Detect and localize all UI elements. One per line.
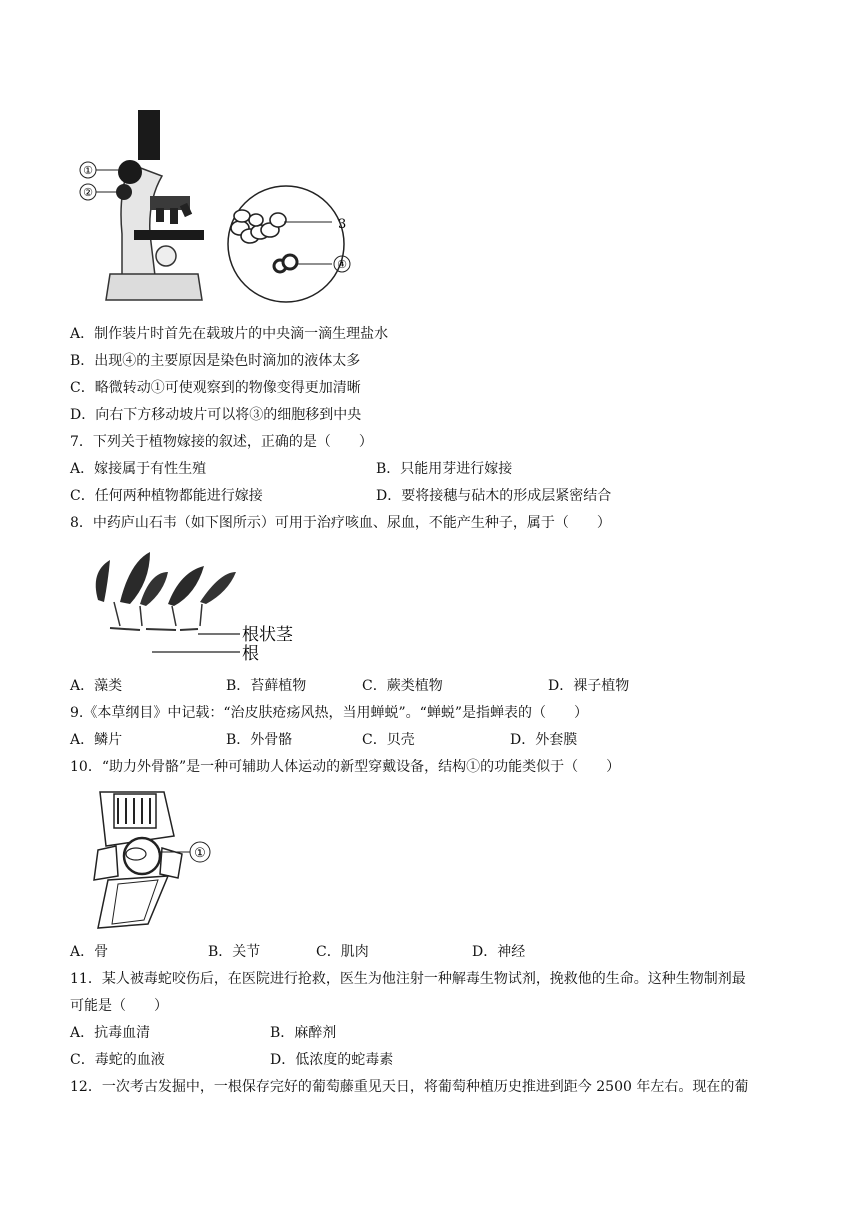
label-root: 根 [242,644,259,664]
label-4: ④ [337,258,347,271]
q9-option-a: A．鳞片 [70,732,123,748]
microscope-figure [70,104,370,304]
exoskeleton-figure [78,784,228,934]
fern-figure [80,542,340,666]
q11-option-a: A．抗毒血清 [70,1025,151,1041]
q6-option-d: D．向右下方移动坡片可以将③的细胞移到中央 [70,407,362,423]
q7-option-d: D．要将接穗与砧木的形成层紧密结合 [376,488,612,504]
q10-stem: 10．“助力外骨骼”是一种可辅助人体运动的新型穿戴设备，结构①的功能类似于（ ） [70,759,621,775]
q7-option-c: C．任何两种植物都能进行嫁接 [70,488,263,504]
label-2: ② [83,186,93,199]
label-3: 3 [338,217,347,232]
q8-option-b: B．苔藓植物 [226,678,307,694]
q6-option-a: A．制作装片时首先在载玻片的中央滴一滴生理盐水 [70,326,389,342]
label-rhizome: 根状茎 [242,625,293,645]
q10-option-a: A．骨 [70,944,109,960]
label-structure-1: ① [194,846,206,861]
q11-option-c: C．毒蛇的血液 [70,1052,165,1068]
q8-option-c: C．蕨类植物 [362,678,443,694]
q11-stem-line2: 可能是（ ） [70,998,168,1014]
q8-option-d: D．裸子植物 [548,678,630,694]
q8-stem: 8．中药庐山石韦（如下图所示）可用于治疗咳血、尿血，不能产生种子，属于（ ） [70,515,611,531]
q9-option-c: C．贝壳 [362,732,415,748]
q11-option-b: B．麻醉剂 [270,1025,337,1041]
q9-option-b: B．外骨骼 [226,732,293,748]
q6-option-c: C．略微转动①可使观察到的物像变得更加清晰 [70,380,361,396]
q11-stem-line1: 11．某人被毒蛇咬伤后，在医院进行抢救，医生为他注射一种解毒生物试剂，挽救他的生命。这种生物制剂最 [70,971,746,987]
q6-option-b: B．出现④的主要原因是染色时滴加的液体太多 [70,353,361,369]
q10-option-b: B．关节 [208,944,261,960]
q9-stem: 9.《本草纲目》中记载：“治皮肤疮疡风热，当用蝉蜕”。“蝉蜕”是指蝉表的（ ） [70,705,588,721]
q10-option-c: C．肌肉 [316,944,369,960]
q8-option-a: A．藻类 [70,678,123,694]
label-1: ① [83,164,93,177]
q12-stem: 12．一次考古发掘中，一根保存完好的葡萄藤重见天日，将葡萄种植历史推进到距今 2500 年左右。现在的葡 [70,1079,749,1095]
q10-option-d: D．神经 [472,944,526,960]
q7-option-b: B．只能用芽进行嫁接 [376,461,513,477]
q11-option-d: D．低浓度的蛇毒素 [270,1052,394,1068]
q7-option-a: A．嫁接属于有性生殖 [70,461,207,477]
q7-stem: 7．下列关于植物嫁接的叙述，正确的是（ ） [70,434,373,450]
q9-option-d: D．外套膜 [510,732,578,748]
